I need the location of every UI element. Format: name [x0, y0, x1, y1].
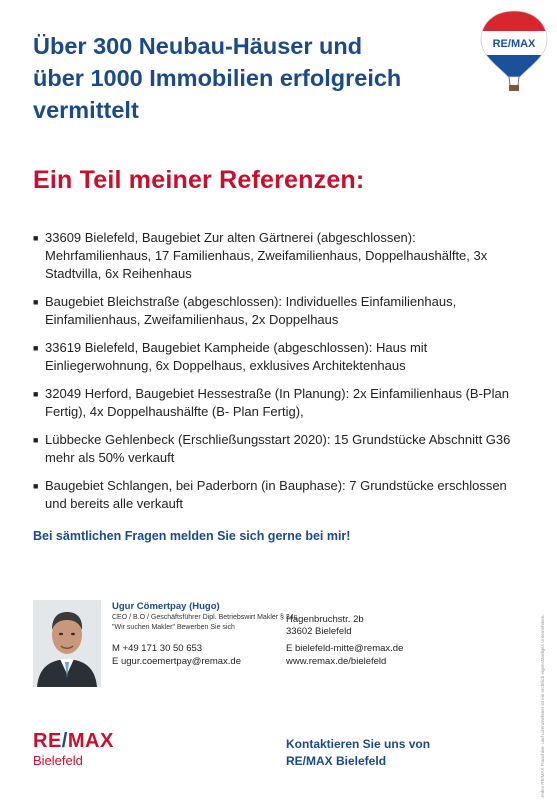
contact-us-text: [286, 736, 430, 770]
reference-text: Baugebiet Schlangen, bei Paderborn (in Bauphase): 7 Grundstücke erschlossen und bereits alle verkauft: [45, 478, 507, 511]
list-item: [33, 229, 523, 283]
reference-text: Lübbecke Gehlenbeck (Erschließungsstart 2020): 15 Grundstücke Abschnitt G36 mehr als 50% verkauft: [45, 432, 511, 465]
remax-logo: [33, 730, 114, 770]
list-item: [33, 431, 523, 467]
bullet-icon: ■: [33, 481, 39, 491]
reference-text: Baugebiet Bleichstraße (abgeschlossen): Individuelles Einfamilienhaus, Einfamilienhaus, Zweifamilienhaus, 2x Doppelhaus: [45, 294, 457, 327]
agent-name: Ugur Cömertpay (Hugo): [112, 601, 220, 612]
call-to-action: Bei sämtlichen Fragen melden Sie sich gerne bei mir!: [33, 529, 351, 543]
office-street: Hagenbruchstr. 2b: [286, 614, 364, 625]
list-item: [33, 385, 523, 421]
remax-balloon-logo: [478, 9, 550, 93]
logo-city: Bielefeld: [33, 753, 83, 768]
bullet-icon: ■: [33, 389, 39, 399]
logo-max: MAX: [67, 730, 114, 752]
references-list: [33, 229, 523, 523]
legal-side-note: Jedes RE/MAX Franchise- und Lizenznehmer ist ein rechtlich eigenständiges Unternehmen.: [540, 614, 545, 798]
list-item: [33, 477, 523, 513]
contact-us-line-1: Kontaktieren Sie uns von: [286, 737, 431, 751]
reference-text: 33609 Bielefeld, Baugebiet Zur alten Gärtnerei (abgeschlossen): Mehrfamilienhaus, 17 Familienhaus, Zweifamilienhaus, Doppelhaushälfte, 3x Stadtvilla, 6x Reihenhaus: [45, 230, 488, 281]
logo-slash: /: [61, 730, 68, 752]
bullet-icon: ■: [33, 343, 39, 353]
reference-text: 32049 Herford, Baugebiet Hessestraße (In Planung): 2x Einfamilienhaus (B-Plan Fertig), 4x Doppelhaushälfte (B- Plan Fertig),: [45, 386, 509, 419]
bullet-icon: ■: [33, 435, 39, 445]
logo-re: RE: [33, 730, 62, 752]
logo-wordmark: [33, 730, 114, 752]
headline-line-3: vermittelt: [33, 97, 139, 123]
balloon-label: RE/MAX: [492, 38, 536, 50]
bullet-icon: ■: [33, 297, 39, 307]
headline: [33, 30, 483, 126]
contact-us-line-2: RE/MAX Bielefeld: [286, 754, 387, 768]
office-email[interactable]: E bielefeld-mitte@remax.de: [286, 643, 404, 654]
agent-photo: [33, 600, 101, 687]
list-item: [33, 339, 523, 375]
agent-email[interactable]: E ugur.coemertpay@remax.de: [112, 656, 241, 667]
office-website-link[interactable]: www.remax.de/bielefeld: [286, 656, 387, 667]
list-item: [33, 293, 523, 329]
bullet-icon: ■: [33, 233, 39, 243]
agent-slogan: "Wir suchen Makler" Bewerben Sie sich: [112, 624, 235, 631]
headline-line-2: über 1000 Immobilien erfolgreich: [33, 65, 402, 91]
references-title: Ein Teil meiner Referenzen:: [33, 166, 365, 194]
headline-line-1: Über 300 Neubau-Häuser und: [33, 33, 363, 59]
office-city: 33602 Bielefeld: [286, 626, 352, 637]
reference-text: 33619 Bielefeld, Baugebiet Kampheide (abgeschlossen): Haus mit Einliegerwohnung, 6x Doppelhaus, exklusives Architektenhaus: [45, 340, 428, 373]
agent-phone[interactable]: M +49 171 30 50 653: [112, 643, 203, 654]
agent-role: CEO / B.O / Geschäftsführer Dipl. Betriebswirt Makler § 34c: [112, 614, 298, 621]
